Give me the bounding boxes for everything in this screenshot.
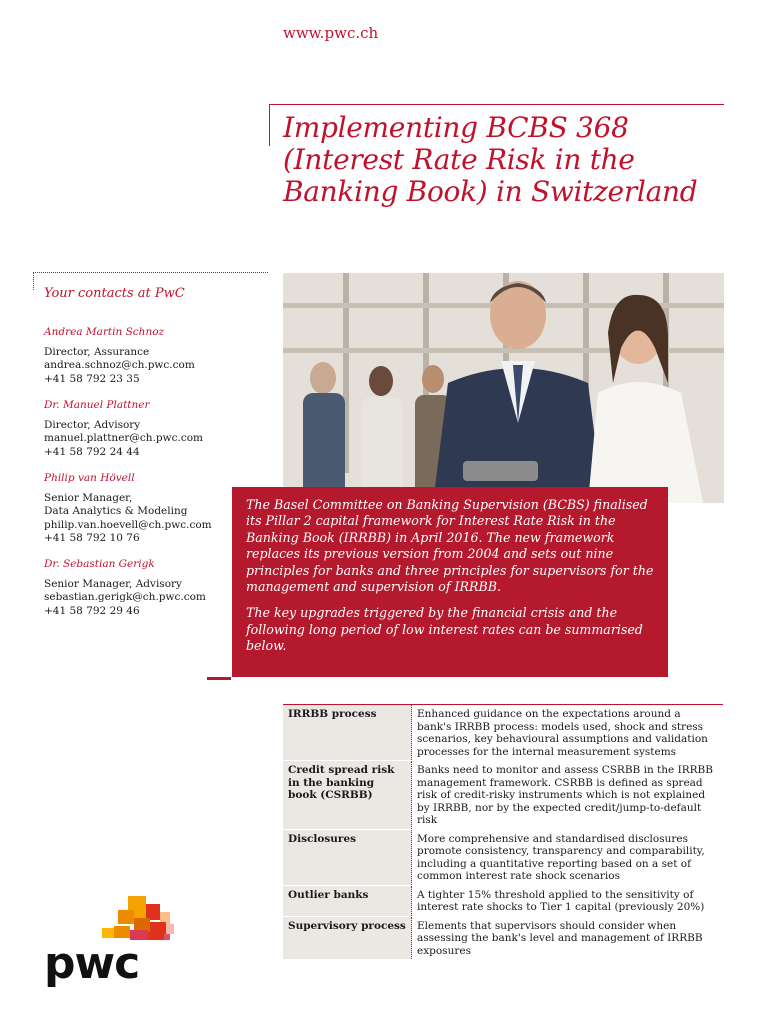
title-rule-vertical bbox=[269, 104, 270, 146]
intro-box bbox=[232, 487, 668, 677]
business-team-photo bbox=[283, 273, 724, 503]
contact-card bbox=[44, 326, 264, 386]
contact-email[interactable]: sebastian.gerigk@ch.pwc.com bbox=[44, 591, 206, 603]
contacts-heading: Your contacts at PwC bbox=[44, 286, 185, 301]
contact-email[interactable]: philip.van.hoevell@ch.pwc.com bbox=[44, 518, 212, 531]
pwc-wordmark: pwc bbox=[44, 938, 140, 989]
contact-card bbox=[44, 558, 264, 618]
description-cell: More comprehensive and standardised disclosures promote consistency, transparency and comparability, including a quantitative reporting based on a set of common interest rate shock scenarios bbox=[412, 829, 724, 885]
table-row bbox=[283, 761, 723, 830]
contact-email[interactable]: andrea.schnoz@ch.pwc.com bbox=[44, 359, 195, 371]
contact-role: Director, Assurance bbox=[44, 345, 150, 358]
contact-phone[interactable]: +41 58 792 24 44 bbox=[44, 445, 140, 458]
contact-card bbox=[44, 399, 264, 459]
description-cell: A tighter 15% threshold applied to the sensitivity of interest rate shocks to Tier 1 capital (previously 20%) bbox=[412, 885, 724, 916]
topic-cell: Supervisory process bbox=[283, 916, 412, 960]
contact-phone[interactable]: +41 58 792 10 76 bbox=[44, 532, 140, 544]
description-cell: Banks need to monitor and assess CSRBB in the IRRBB management framework. CSRBB is defined as spread risk of credit-risky instruments which is not explained by IRRBB, nor by the expected credit/jump-to-default risk bbox=[412, 761, 724, 830]
intro-paragraph: The Basel Committee on Banking Supervision (BCBS) finalised its Pillar 2 capital framework for Interest Rate Risk in the Banking Book (IRRBB) in April 2016. The new framework replaces its previous version from 2004 and sets out nine principles for banks and three principles for supervisors for the management and supervision of IRRBB. bbox=[246, 497, 654, 595]
upgrades-table bbox=[283, 705, 723, 960]
contact-name: Andrea Martin Schnoz bbox=[44, 326, 165, 338]
contact-department: Data Analytics & Modeling bbox=[44, 505, 188, 517]
intro-paragraph: The key upgrades triggered by the financial crisis and the following long period of low interest rates can be summarised below. bbox=[246, 605, 643, 654]
contact-role: Senior Manager, bbox=[44, 491, 133, 504]
description-cell: Enhanced guidance on the expectations around a bank's IRRBB process: models used, shock and stress scenarios, key behavioural assumptions and validation processes for the internal measurement systems bbox=[412, 705, 724, 761]
contacts-divider bbox=[33, 272, 268, 273]
website-url[interactable]: www.pwc.ch bbox=[283, 24, 379, 42]
contact-name: Philip van Hövell bbox=[44, 472, 135, 484]
topic-cell: Outlier banks bbox=[283, 885, 412, 916]
topic-cell: Disclosures bbox=[283, 829, 412, 885]
contact-role: Director, Advisory bbox=[44, 418, 141, 431]
description-cell: Elements that supervisors should consider when assessing the bank's level and management of IRRBB exposures bbox=[412, 916, 724, 960]
contact-name: Dr. Manuel Plattner bbox=[44, 399, 150, 411]
table-row bbox=[283, 705, 723, 761]
contact-name: Dr. Sebastian Gerigk bbox=[44, 558, 155, 570]
contact-card bbox=[44, 472, 264, 546]
title-rule bbox=[269, 104, 724, 105]
contact-role: Senior Manager, Advisory bbox=[44, 577, 182, 590]
topic-cell: IRRBB process bbox=[283, 705, 412, 761]
contact-email[interactable]: manuel.plattner@ch.pwc.com bbox=[44, 432, 203, 444]
page-title: Implementing BCBS 368 (Interest Rate Risk in the Banking Book) in Switzerland bbox=[283, 111, 698, 208]
contact-phone[interactable]: +41 58 792 29 46 bbox=[44, 604, 140, 617]
table-row bbox=[283, 916, 723, 960]
business-team-photo-icon bbox=[283, 273, 724, 503]
table-row bbox=[283, 829, 723, 885]
accent-bar bbox=[207, 677, 231, 680]
contacts-divider-vertical bbox=[33, 272, 34, 290]
contact-phone[interactable]: +41 58 792 23 35 bbox=[44, 372, 140, 385]
table-row bbox=[283, 885, 723, 916]
topic-cell: Credit spread risk in the banking book (CSRBB) bbox=[283, 761, 412, 830]
